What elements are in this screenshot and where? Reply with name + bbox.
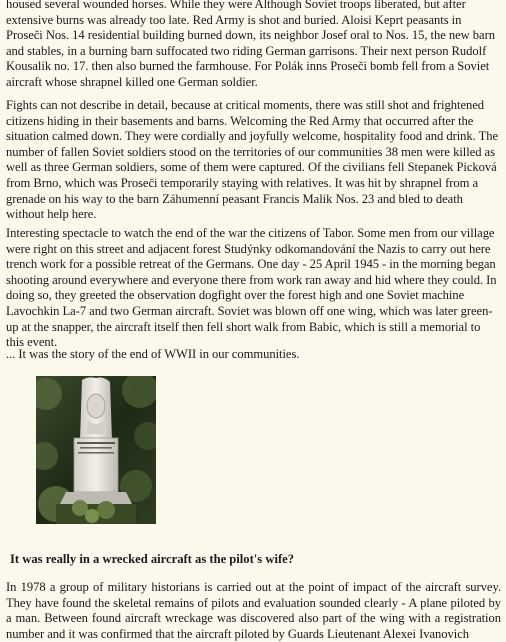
section-heading: It was really in a wrecked aircraft as the pilot's wife? bbox=[10, 552, 295, 566]
paragraph-fights: Fights can not describe in detail, because at critical moments, there was still shot and frightened citizens hiding in their basements and barns. Welcoming the Red Army that occurred after the situation calmed down. They were cordially and joyfully welcome, hospitality food and drink. The number of fallen Soviet soldiers stood on the territories of our communities 38 men were killed as well as three German soldiers, some of them were captured. Of the civilians fell Stepanek Picková from Brno, which was Proseči temporarily staying with relatives. It was hit by shrapnel from a grenade on his way to the barn Záhumenní peasant Francis Malik Nos. 23 and bled to death without help here. bbox=[6, 98, 499, 222]
memorial-stone-photo bbox=[36, 376, 156, 524]
paragraph-fire-damage: housed several wounded horses. While they were Although Soviet troops liberated, but after extensive burns was already too late. Red Army is shot and buried. Aloisi Keprt peasants in Proseči Nos. 14 residential building burned down, its neighbor Josef oral to Nos. 15, the new barn and stables, in a burning barn suffocated two riding German garrisons. Their next person Rudolf Kousalik no. 17. then also burned the farmhouse. For Polák inns Proseči bomb fell from a Soviet aircraft whose shrapnel killed one German soldier. bbox=[6, 0, 495, 89]
paragraph-end-story: ... It was the story of the end of WWII in our communities. bbox=[6, 347, 300, 361]
paragraph-dogfight: Interesting spectacle to watch the end of the war the citizens of Tabor. Some men from our village were right on this street and adjacent forest Studýnky odkomandování the Nazis to carry out here trench work for a possible retreat of the Germans. One day - 25 April 1945 - in the morning began shooting around everywhere and everyone there from work ran away and hid where they could. In doing so, they greeted the observation dogfight over the forest high and one Soviet machine Lavochkin La-7 and two German aircraft. Soviet was blown off one wing, which was later green-up at the snapper, the aircraft itself then fell short walk from Babic, which is still a memorial to this event. bbox=[6, 226, 497, 350]
paragraph-historians-survey: In 1978 a group of military historians is carried out at the point of impact of the aircraft survey. They have found the skeletal remains of pilots and evaluation sounded clearly - A plane piloted by a man. Between found aircraft wreckage was discovered also part of the wing with a registration number and it was confirmed that the aircraft piloted by Guards Lieutenant Alexei Ivanovich bbox=[6, 580, 501, 641]
memorial-photo-graphic bbox=[36, 376, 156, 524]
